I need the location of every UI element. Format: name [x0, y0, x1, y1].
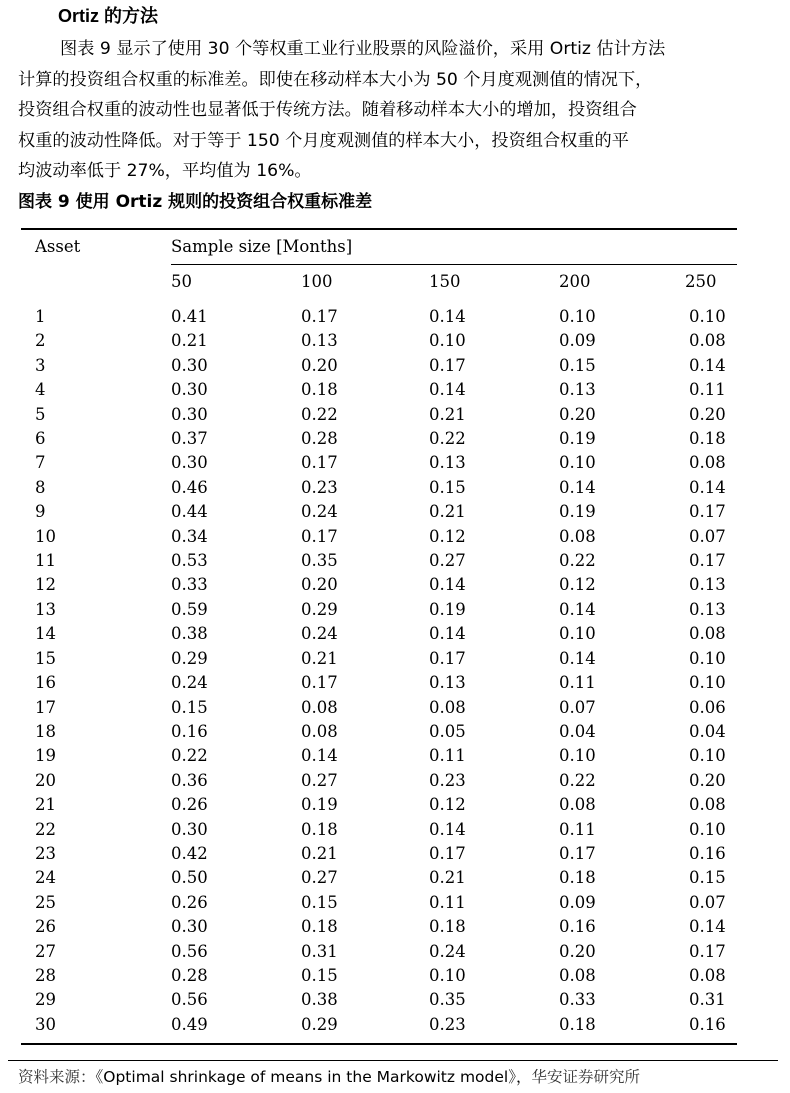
table-row: [21, 671, 737, 695]
table-row: [21, 403, 737, 427]
value-cell: 0.27: [301, 868, 338, 888]
asset-id-cell: 4: [35, 380, 46, 400]
table-row: [21, 451, 737, 475]
value-cell: 0.08: [689, 624, 726, 644]
value-cell: 0.37: [171, 429, 208, 449]
value-cell: 0.36: [171, 770, 208, 790]
value-cell: 0.14: [689, 477, 726, 497]
source-note: [18, 1066, 640, 1088]
table-row: [21, 329, 737, 353]
value-cell: 0.22: [171, 746, 208, 766]
value-cell: 0.21: [429, 868, 466, 888]
value-cell: 0.16: [689, 1013, 737, 1044]
value-cell: 0.33: [559, 990, 596, 1010]
value-cell: 0.26: [171, 892, 208, 912]
value-cell: 0.38: [171, 624, 208, 644]
table-row: [21, 696, 737, 720]
value-cell: 0.17: [429, 355, 466, 375]
value-cell: 0.21: [429, 502, 466, 522]
value-cell: 0.21: [429, 404, 466, 424]
value-cell: 0.15: [429, 477, 466, 497]
value-cell: 0.11: [559, 673, 596, 693]
table-row: [21, 299, 737, 329]
table-row: [21, 744, 737, 768]
value-cell: 0.20: [689, 770, 726, 790]
value-cell: 0.08: [689, 331, 726, 351]
paragraph-line: 图表 9 显示了使用 30 个等权重工业行业股票的风险溢价，采用 Ortiz 估计方法: [60, 39, 666, 59]
std-table-container: [21, 228, 737, 1045]
value-cell: 0.22: [301, 404, 338, 424]
value-cell: 0.30: [171, 355, 208, 375]
value-cell: 0.08: [689, 965, 726, 985]
value-cell: 0.18: [559, 1013, 689, 1044]
table-row: [21, 769, 737, 793]
table-row: [21, 500, 737, 524]
value-cell: 0.10: [429, 965, 466, 985]
table-row: [21, 940, 737, 964]
column-header: 150: [429, 265, 559, 300]
value-cell: 0.29: [301, 1013, 429, 1044]
value-cell: 0.42: [171, 843, 208, 863]
asset-id-cell: 9: [35, 502, 46, 522]
value-cell: 0.11: [689, 380, 726, 400]
asset-id-cell: 13: [35, 599, 56, 619]
value-cell: 0.53: [171, 551, 208, 571]
source-label: 资料来源：: [18, 1068, 96, 1086]
table-row: [21, 964, 737, 988]
asset-id-cell: 26: [35, 917, 56, 937]
value-cell: 0.35: [301, 551, 338, 571]
table-row: [21, 891, 737, 915]
value-cell: 0.50: [171, 868, 208, 888]
value-cell: 0.12: [429, 795, 466, 815]
table-row: [21, 525, 737, 549]
value-cell: 0.16: [689, 843, 726, 863]
table-row: [21, 573, 737, 597]
value-cell: 0.14: [301, 746, 338, 766]
table-row: [21, 793, 737, 817]
value-cell: 0.17: [689, 502, 726, 522]
asset-id-cell: 8: [35, 477, 46, 497]
value-cell: 0.14: [429, 819, 466, 839]
value-cell: 0.20: [689, 404, 726, 424]
value-cell: 0.24: [429, 941, 466, 961]
asset-id-cell: 15: [35, 648, 56, 668]
table-row: [21, 647, 737, 671]
value-cell: 0.15: [559, 355, 596, 375]
value-cell: 0.49: [171, 1013, 301, 1044]
value-cell: 0.27: [301, 770, 338, 790]
value-cell: 0.41: [171, 307, 208, 326]
table-row: [21, 427, 737, 451]
value-cell: 0.28: [301, 429, 338, 449]
value-cell: 0.10: [559, 307, 596, 326]
value-cell: 0.18: [559, 868, 596, 888]
value-cell: 0.16: [559, 917, 596, 937]
value-cell: 0.15: [301, 892, 338, 912]
value-cell: 0.56: [171, 941, 208, 961]
value-cell: 0.18: [689, 429, 726, 449]
value-cell: 0.07: [689, 526, 726, 546]
paragraph-line: 计算的投资组合权重的标准差。即使在移动样本大小为 50 个月度观测值的情况下，: [18, 69, 653, 90]
value-cell: 0.10: [689, 819, 726, 839]
table-row: [21, 354, 737, 378]
value-cell: 0.35: [429, 990, 466, 1010]
value-cell: 0.11: [429, 746, 466, 766]
table-row: [21, 988, 737, 1012]
table-body: [21, 299, 737, 1044]
value-cell: 0.17: [559, 843, 596, 863]
value-cell: 0.27: [429, 551, 466, 571]
asset-id-cell: 2: [35, 331, 46, 351]
value-cell: 0.21: [301, 648, 338, 668]
value-cell: 0.24: [301, 624, 338, 644]
value-cell: 0.15: [689, 868, 726, 888]
table-row: [21, 378, 737, 402]
paragraph-line: 投资组合权重的波动性也显著低于传统方法。随着移动样本大小的增加，投资组合: [18, 100, 637, 120]
value-cell: 0.22: [559, 770, 596, 790]
value-cell: 0.08: [689, 795, 726, 815]
asset-id-cell: 24: [35, 868, 56, 888]
value-cell: 0.14: [429, 307, 466, 326]
value-cell: 0.24: [171, 673, 208, 693]
value-cell: 0.33: [171, 575, 208, 595]
table-row: [21, 622, 737, 646]
value-cell: 0.14: [689, 917, 726, 937]
value-cell: 0.31: [301, 941, 338, 961]
asset-id-cell: 18: [35, 721, 56, 741]
value-cell: 0.14: [559, 477, 596, 497]
table-row: [21, 598, 737, 622]
table-row: [21, 720, 737, 744]
value-cell: 0.07: [559, 697, 596, 717]
value-cell: 0.08: [559, 795, 596, 815]
value-cell: 0.04: [559, 721, 596, 741]
asset-id-cell: 25: [35, 892, 56, 912]
value-cell: 0.28: [171, 965, 208, 985]
source-org: 华安证券研究所: [531, 1068, 640, 1086]
value-cell: 0.06: [689, 697, 726, 717]
body-paragraph: [18, 34, 780, 187]
value-cell: 0.17: [429, 843, 466, 863]
value-cell: 0.14: [429, 380, 466, 400]
value-cell: 0.10: [559, 624, 596, 644]
value-cell: 0.59: [171, 599, 208, 619]
value-cell: 0.23: [429, 770, 466, 790]
asset-id-cell: 5: [35, 404, 46, 424]
table-row: [21, 1013, 737, 1044]
value-cell: 0.17: [301, 307, 338, 326]
value-cell: 0.44: [171, 502, 208, 522]
figure-title: 图表 9 使用 Ortiz 规则的投资组合权重标准差: [18, 192, 373, 212]
asset-id-cell: 1: [35, 307, 46, 326]
value-cell: 0.10: [689, 307, 726, 326]
value-cell: 0.13: [429, 673, 466, 693]
value-cell: 0.38: [301, 990, 338, 1010]
asset-id-cell: 12: [35, 575, 56, 595]
asset-header-spacer: [21, 265, 171, 300]
asset-id-cell: 22: [35, 819, 56, 839]
column-header: 250: [685, 272, 717, 291]
value-cell: 0.20: [559, 941, 596, 961]
value-cell: 0.17: [301, 526, 338, 546]
value-cell: 0.20: [301, 355, 338, 375]
value-cell: 0.07: [689, 892, 726, 912]
value-cell: 0.23: [429, 1013, 559, 1044]
asset-id-cell: 17: [35, 697, 56, 717]
value-cell: 0.34: [171, 526, 208, 546]
value-cell: 0.19: [559, 502, 596, 522]
value-cell: 0.17: [689, 551, 726, 571]
value-cell: 0.19: [301, 795, 338, 815]
footer-divider: [8, 1060, 778, 1061]
value-cell: 0.13: [689, 575, 726, 595]
std-table: [21, 228, 737, 1045]
column-header: 50: [171, 265, 301, 300]
value-cell: 0.08: [301, 697, 338, 717]
value-cell: 0.18: [429, 917, 466, 937]
table-row: [21, 866, 737, 890]
value-cell: 0.24: [301, 502, 338, 522]
paragraph-line: 均波动率低于 27%，平均值为 16%。: [18, 161, 312, 181]
value-cell: 0.21: [171, 331, 208, 351]
asset-id-cell: 16: [35, 673, 56, 693]
value-cell: 0.56: [171, 990, 208, 1010]
value-cell: 0.18: [301, 917, 338, 937]
value-cell: 0.17: [301, 673, 338, 693]
asset-id-cell: 11: [35, 551, 56, 571]
value-cell: 0.21: [301, 843, 338, 863]
table-row: [21, 842, 737, 866]
value-cell: 0.15: [171, 697, 208, 717]
sample-size-header: Sample size [Months]: [171, 229, 737, 265]
value-cell: 0.04: [689, 721, 726, 741]
value-cell: 0.08: [301, 721, 338, 741]
value-cell: 0.10: [689, 648, 726, 668]
value-cell: 0.19: [429, 599, 466, 619]
value-cell: 0.18: [301, 380, 338, 400]
value-cell: 0.10: [559, 453, 596, 473]
value-cell: 0.14: [429, 624, 466, 644]
value-cell: 0.30: [171, 404, 208, 424]
asset-id-cell: 10: [35, 526, 56, 546]
asset-header: Asset: [21, 229, 171, 265]
column-header-last: [685, 265, 737, 300]
source-title: 《Optimal shrinkage of means in the Markowitz model》，: [95, 1068, 532, 1086]
asset-id-cell: 30: [21, 1013, 171, 1044]
value-cell: 0.29: [171, 648, 208, 668]
value-cell: 0.14: [559, 599, 596, 619]
asset-id-cell: 20: [35, 770, 56, 790]
value-cell: 0.30: [171, 380, 208, 400]
value-cell: 0.12: [559, 575, 596, 595]
value-cell: 0.30: [171, 819, 208, 839]
value-cell: 0.08: [559, 526, 596, 546]
value-cell: 0.05: [429, 721, 466, 741]
value-cell: 0.46: [171, 477, 208, 497]
table-row: [21, 549, 737, 573]
table-row: [21, 476, 737, 500]
value-cell: 0.09: [559, 331, 596, 351]
asset-id-cell: 21: [35, 795, 56, 815]
value-cell: 0.10: [689, 673, 726, 693]
column-header: 200: [559, 265, 689, 300]
value-cell: 0.22: [429, 429, 466, 449]
asset-id-cell: 3: [35, 355, 46, 375]
value-cell: 0.16: [171, 721, 208, 741]
value-cell: 0.20: [559, 404, 596, 424]
value-cell: 0.30: [171, 917, 208, 937]
value-cell: 0.29: [301, 599, 338, 619]
value-cell: 0.18: [301, 819, 338, 839]
value-cell: 0.11: [559, 819, 596, 839]
value-cell: 0.20: [301, 575, 338, 595]
value-cell: 0.12: [429, 526, 466, 546]
value-cell: 0.14: [689, 355, 726, 375]
value-cell: 0.11: [429, 892, 466, 912]
value-cell: 0.13: [689, 599, 726, 619]
value-cell: 0.13: [559, 380, 596, 400]
value-cell: 0.22: [559, 551, 596, 571]
asset-id-cell: 27: [35, 941, 56, 961]
value-cell: 0.10: [559, 746, 596, 766]
section-title: Ortiz 的方法: [58, 6, 159, 26]
value-cell: 0.19: [559, 429, 596, 449]
value-cell: 0.08: [559, 965, 596, 985]
value-cell: 0.08: [429, 697, 466, 717]
value-cell: 0.09: [559, 892, 596, 912]
asset-id-cell: 23: [35, 843, 56, 863]
column-header: 100: [301, 265, 429, 300]
paragraph-line: 权重的波动性降低。对于等于 150 个月度观测值的样本大小，投资组合权重的平: [18, 130, 629, 151]
asset-id-cell: 29: [35, 990, 56, 1010]
asset-id-cell: 14: [35, 624, 56, 644]
value-cell: 0.17: [301, 453, 338, 473]
asset-id-cell: 19: [35, 746, 56, 766]
value-cell: 0.08: [689, 453, 726, 473]
value-cell: 0.14: [559, 648, 596, 668]
asset-id-cell: 6: [35, 429, 46, 449]
value-cell: 0.31: [689, 990, 726, 1010]
value-cell: 0.14: [429, 575, 466, 595]
value-cell: 0.15: [301, 965, 338, 985]
value-cell: 0.17: [429, 648, 466, 668]
value-cell: 0.30: [171, 453, 208, 473]
asset-id-cell: 28: [35, 965, 56, 985]
value-cell: 0.13: [301, 331, 338, 351]
table-row: [21, 818, 737, 842]
value-cell: 0.17: [689, 941, 726, 961]
value-cell: 0.10: [689, 746, 726, 766]
value-cell: 0.26: [171, 795, 208, 815]
value-cell: 0.13: [429, 453, 466, 473]
value-cell: 0.23: [301, 477, 338, 497]
table-row: [21, 915, 737, 939]
value-cell: 0.10: [429, 331, 466, 351]
asset-id-cell: 7: [35, 453, 46, 473]
